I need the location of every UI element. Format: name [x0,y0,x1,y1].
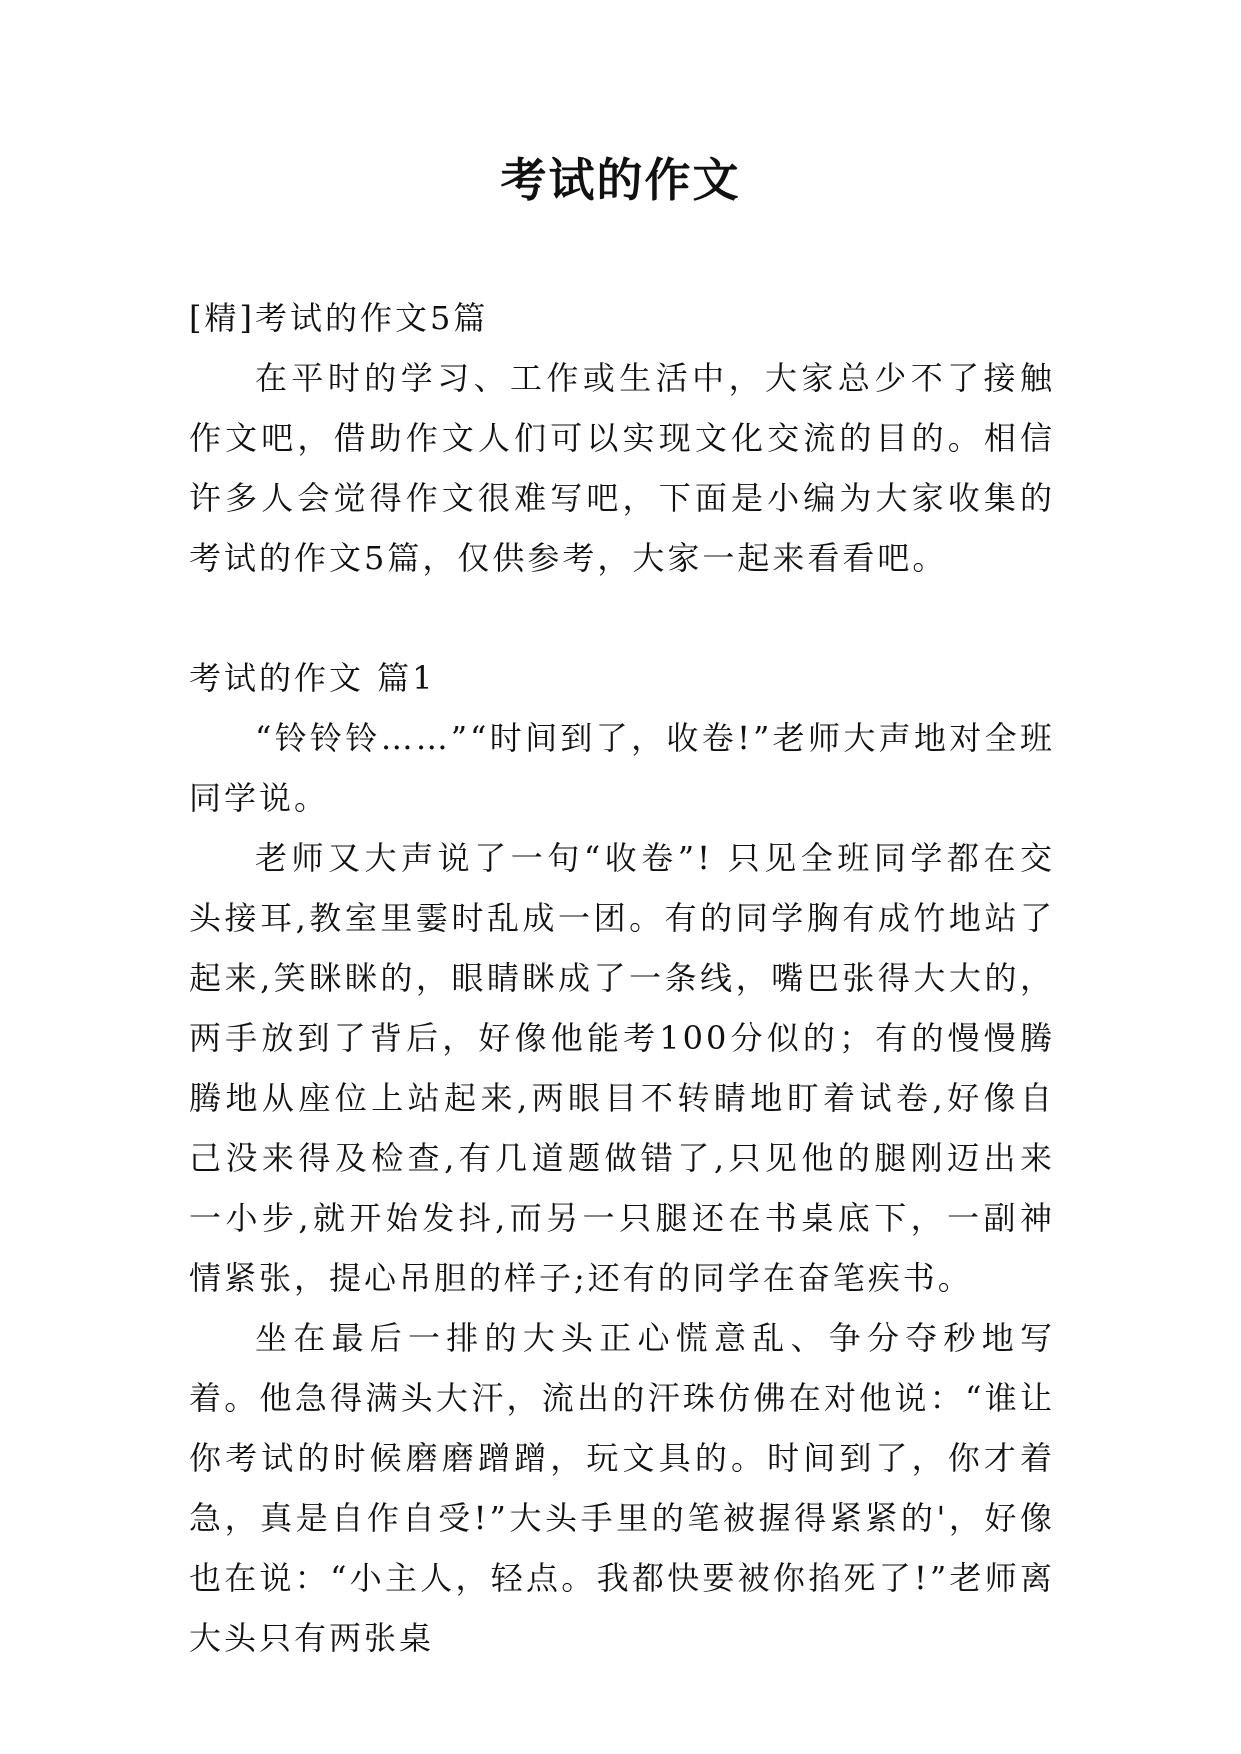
essay-paragraph: “铃铃铃……”“时间到了，收卷!”老师大声地对全班同学说。 [189,719,1055,817]
document-subtitle: [精]考试的作文5篇 [189,299,489,337]
document-body [189,288,1055,1668]
intro-paragraph: 在平时的学习、工作或生活中，大家总少不了接触作文吧，借助作文人们可以实现文化交流的目的。相信许多人会觉得作文很难写吧，下面是小编为大家收集的考试的作文5篇，仅供参考，大家一起来看看吧。 [189,359,1055,577]
document-title: 考试的作文 [500,153,741,207]
essay-paragraph: 老师又大声说了一句“收卷”! 只见全班同学都在交头接耳,教室里霎时乱成一团。有的同学胸有成竹地站了起来,笑眯眯的，眼睛眯成了一条线，嘴巴张得大大的，两手放到了背后，好像他能考100分似的；有的慢慢腾腾地从座位上站起来,两眼目不转睛地盯着试卷,好像自己没来得及检查,有几道题做错了,只见他的腿刚迈出来一小步,就开始发抖,而另一只腿还在书桌底下，一副神情紧张，提心吊胆的样子;还有的同学在奋笔疾书。 [189,839,1055,1297]
essay-paragraph: 坐在最后一排的大头正心慌意乱、争分夺秒地写着。他急得满头大汗，流出的汗珠仿佛在对他说：“谁让你考试的时候磨磨蹭蹭，玩文具的。时间到了，你才着急，真是自作自受!”大头手里的笔被握得紧紧的'，好像也在说：“小主人，轻点。我都快要被你掐死了!”老师离大头只有两张桌 [189,1319,1055,1657]
section-heading: 考试的作文 篇1 [189,659,436,697]
